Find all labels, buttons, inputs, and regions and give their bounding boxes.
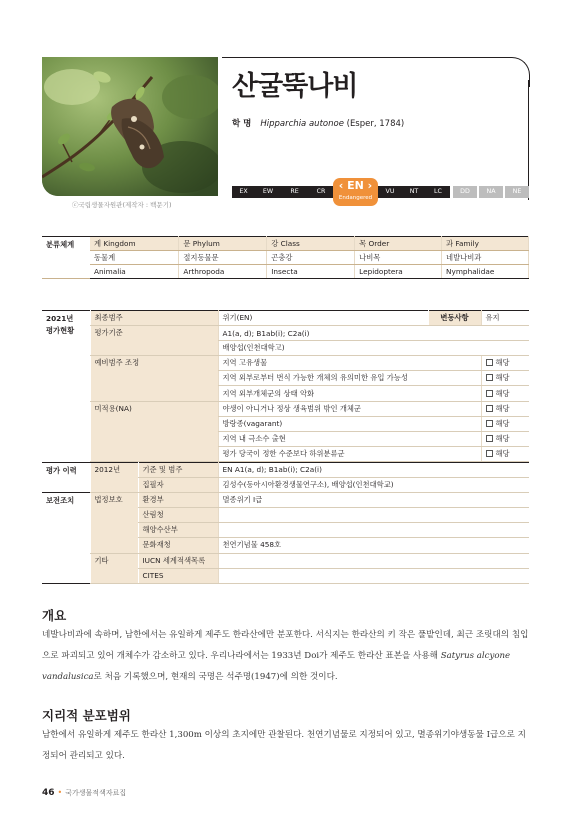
page-number: 46 — [42, 788, 55, 798]
assessment-table — [42, 310, 529, 584]
taxonomy-section-label: 분류체계 — [42, 237, 90, 279]
prelim-label: 예비범주 조정 — [90, 356, 218, 401]
na-label: 미적용(NA) — [90, 401, 218, 461]
photo-credit: ⓒ국립생물자원관(제작자 : 백문기) — [72, 201, 172, 209]
history-author-value: 김성수(동아시아환경생물연구소), 배양섭(인천대학교) — [218, 478, 529, 493]
prelim-check[interactable] — [481, 371, 529, 386]
iucn-scale-extinct — [232, 186, 334, 198]
taxonomy-korean: 네발나비과 — [442, 251, 529, 265]
scale-en-label: Endangered — [338, 195, 373, 201]
taxonomy-header: 강 Class — [267, 237, 355, 251]
taxonomy-table — [42, 236, 529, 279]
assessor-value: 배양섭(인천대학고) — [218, 341, 529, 356]
history-author-label: 집필자 — [138, 478, 218, 493]
prelim-item: 지역 외부로부터 번식 가능한 개체의 유의미한 유입 가능성 — [218, 371, 481, 386]
overview-text — [42, 625, 534, 688]
taxonomy-header: 문 Phylum — [179, 237, 267, 251]
check-label: 해당 — [495, 433, 510, 443]
iucn-scale-threat — [378, 186, 450, 198]
legal-label: 법정보호 — [90, 493, 138, 553]
taxonomy-latin: Nymphalidae — [442, 265, 529, 279]
checkbox-icon — [486, 450, 493, 457]
checkbox-icon — [486, 435, 493, 442]
na-check[interactable] — [481, 431, 529, 446]
prelim-check[interactable] — [481, 386, 529, 401]
checkbox-icon — [486, 390, 493, 397]
forest-label: 산림청 — [138, 508, 218, 523]
taxonomy-korean: 동물계 — [90, 251, 179, 265]
taxonomy-latin: Insecta — [267, 265, 355, 279]
scale-cr: CR — [316, 188, 326, 195]
title-frame-curve — [508, 57, 530, 87]
na-check[interactable] — [481, 416, 529, 431]
iucn-list-label: IUCN 세계적색목록 — [138, 553, 218, 568]
final-category-label: 최종범주 — [90, 311, 218, 326]
cites-value — [218, 568, 529, 583]
check-label: 해당 — [495, 358, 510, 368]
final-category-value: 위기(EN) — [218, 311, 428, 326]
env-label: 환경부 — [138, 493, 218, 508]
page-footer — [42, 788, 126, 798]
species-title: 산굴뚝나비 — [232, 71, 358, 102]
overview-scientific-name: Satyrus alcyone vandalusica — [42, 651, 511, 682]
check-label: 해당 — [495, 373, 510, 383]
bullet-icon: • — [57, 788, 63, 797]
prelim-item: 지역 외부개체군의 상태 악화 — [218, 386, 481, 401]
assessment-2021-label: 2021년 평가현황 — [42, 311, 90, 463]
cites-label: CITES — [138, 568, 218, 583]
culture-label: 문화재청 — [138, 538, 218, 553]
scientific-name-value: Hipparchia autonoe — [260, 119, 344, 129]
history-label: 평가 이력 — [46, 465, 77, 475]
criteria-label: 평가기준 — [90, 326, 218, 356]
change-label: 변동사항 — [428, 311, 481, 326]
checkbox-icon — [486, 420, 493, 427]
na-item: 방랑종(vagarant) — [218, 416, 481, 431]
scale-nt: NT — [409, 188, 419, 195]
butterfly-photo — [42, 57, 218, 196]
na-item: 지역 내 극소수 출현 — [218, 431, 481, 446]
scale-dd: DD — [453, 186, 477, 198]
prelim-item: 지역 고유생물 — [218, 356, 481, 371]
scale-ne: NE — [505, 186, 529, 198]
scale-lc: LC — [434, 188, 442, 195]
scale-ex: EX — [239, 188, 248, 195]
iucn-scale-other — [453, 186, 529, 198]
history-cat-value: EN A1(a, d); B1ab(i); C2a(i) — [218, 462, 529, 477]
scale-en: ‹ EN › — [338, 179, 373, 192]
distribution-heading: 지리적 분포범위 — [42, 708, 131, 723]
env-value: 멸종위기 I급 — [218, 493, 529, 508]
overview-text-2: 로 처음 기록했으며, 현재의 국명은 석주명(1947)에 의한 것이다. — [93, 672, 338, 682]
taxonomy-korean: 곤충강 — [267, 251, 355, 265]
footer-title: 국가생물적색자료집 — [65, 789, 127, 797]
scientific-name-author: (Esper, 1784) — [343, 119, 405, 129]
other-label: 기타 — [90, 553, 138, 583]
distribution-text: 남한에서 유일하게 제주도 한라산 1,300m 이상의 초지에만 관찰된다. 천연기념물로 지정되어 있고, 멸종위기야생동물 I급으로 지정되어 관리되고 있다. — [42, 730, 526, 761]
taxonomy-latin: Animalia — [90, 265, 179, 279]
checkbox-icon — [486, 405, 493, 412]
checkbox-icon — [486, 359, 493, 366]
change-value: 유지 — [481, 311, 529, 326]
scale-re: RE — [290, 188, 299, 195]
iucn-current-category — [333, 178, 378, 206]
taxonomy-header: 과 Family — [442, 237, 529, 251]
scientific-name — [232, 117, 404, 129]
scientific-name-label: 학 명 — [232, 119, 252, 129]
forest-value — [218, 508, 529, 523]
history-cat-label: 기준 및 범주 — [138, 462, 218, 477]
taxonomy-korean: 절지동물문 — [179, 251, 267, 265]
iucn-list-value — [218, 553, 529, 568]
overview-heading: 개요 — [42, 608, 67, 623]
ocean-value — [218, 523, 529, 538]
scale-ew: EW — [262, 188, 274, 195]
title-frame — [222, 57, 512, 58]
title-frame-edge — [528, 80, 529, 200]
overview-text-1: 네발나비과에 속하며, 남한에서는 유일하게 제주도 한라산에만 분포한다. 서식지는 한라산의 키 작은 풀밭인데, 최근 조릿대의 침입으로 파괴되고 있어 개체수가 감소하고 있다. 우리나라에서는 1933년 Doi가 제주도 한라산 표본을 사용해 — [42, 630, 529, 661]
na-item: 평가 당국이 정한 수준보다 하위분류군 — [218, 446, 481, 461]
history-year: 2012년 — [90, 462, 138, 492]
check-label: 해당 — [495, 403, 510, 413]
check-label: 해당 — [495, 448, 510, 458]
scale-na: NA — [479, 186, 503, 198]
check-label: 해당 — [495, 418, 510, 428]
na-item: 야생이 아니거나 정상 생육범위 밖인 개체군 — [218, 401, 481, 416]
ocean-label: 해양수산부 — [138, 523, 218, 538]
taxonomy-latin: Lepidoptera — [355, 265, 442, 279]
prelim-check[interactable] — [481, 356, 529, 371]
taxonomy-header: 목 Order — [355, 237, 442, 251]
taxonomy-korean: 나비목 — [355, 251, 442, 265]
na-check[interactable] — [481, 401, 529, 416]
taxonomy-header: 계 Kingdom — [90, 237, 179, 251]
criteria-value: A1(a, d); B1ab(i); C2a(i) — [218, 326, 529, 341]
check-label: 해당 — [495, 388, 510, 398]
culture-value: 천연기념물 458호 — [218, 538, 529, 553]
na-check[interactable] — [481, 446, 529, 461]
checkbox-icon — [486, 374, 493, 381]
protect-label: 보전조치 — [46, 496, 75, 506]
taxonomy-latin: Arthropoda — [179, 265, 267, 279]
scale-vu: VU — [385, 188, 395, 195]
